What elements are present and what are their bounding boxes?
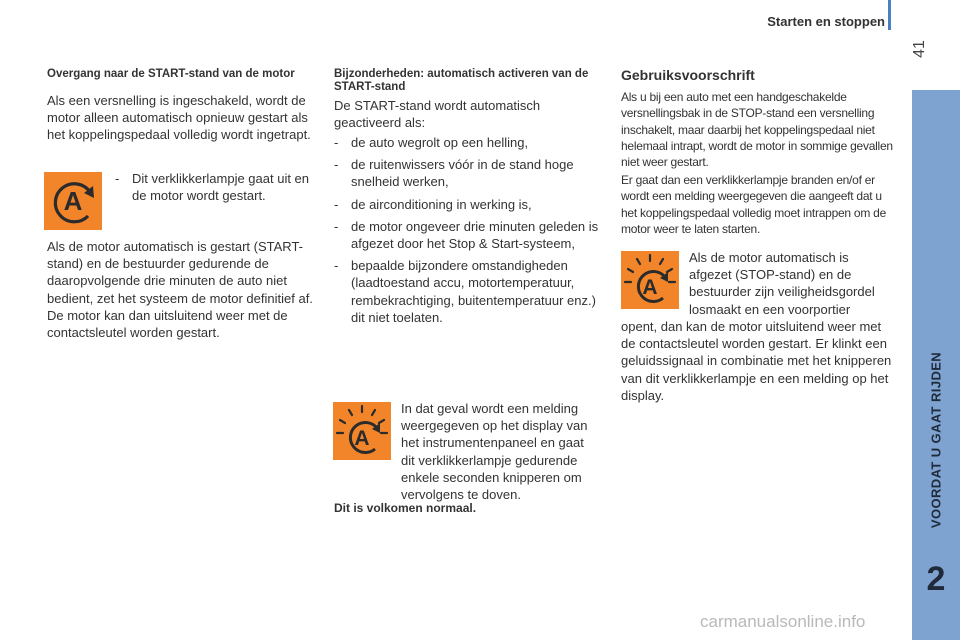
list-item (334, 196, 604, 213)
bullet-dash: - (115, 171, 120, 186)
list-item-text: de ruitenwissers vóór in de stand hoge snelheid werken, (351, 157, 574, 190)
col1-paragraph-2: Als de motor automatisch is gestart (START-stand) en de bestuurder gedurende de daaropvolgende drie minuten de auto niet bedient, zet het systeem de motor definitief af. De motor kan dan uitsluitend weer met de contactsleutel worden gestart. (47, 239, 313, 341)
col3-paragraph-3a: Als de motor automatisch is afgezet (STOP-stand) en de bestuurder zijn veiligheidsgordel losmaakt en een voorportier (689, 250, 875, 317)
list-item-text: de motor ongeveer drie minuten geleden is afgezet door het Stop & Start-systeem, (351, 218, 599, 252)
auto-start-lamp-icon (44, 172, 102, 230)
col3-paragraph-3b: opent, dan kan de motor uitsluitend weer met de contactsleutel worden gestart. Er klinkt een geluidssignaal in combinatie met het knipperen van dit verklikkerlampje en een melding op het display. (621, 319, 892, 403)
auto-start-flash-lamp-icon (333, 402, 391, 460)
list-item (334, 156, 604, 190)
bullet-dash: - (334, 258, 339, 274)
list-item-text: de auto wegrolt op een helling, (351, 135, 529, 150)
col1-bullet (115, 170, 313, 204)
chapter-label (912, 330, 960, 550)
header-accent-line (888, 0, 891, 30)
bullet-dash: - (334, 196, 339, 212)
list-item (334, 218, 604, 252)
bullet-dash: - (334, 218, 339, 234)
bullet-text: Dit verklikkerlampje gaat uit en de motor wordt gestart. (132, 171, 310, 204)
list-item (334, 257, 604, 326)
bullet-dash: - (334, 135, 339, 150)
svg-text:A: A (63, 186, 83, 216)
col2-closing: Dit is volkomen normaal. (334, 501, 477, 515)
col2-bullet-list (334, 134, 604, 331)
col1-paragraph-1: Als een versnelling is ingeschakeld, wordt de motor alleen automatisch opnieuw gestart als het koppelingspedaal volledig wordt ingetrapt. (47, 93, 311, 143)
col2-lamp-text: In dat geval wordt een melding weergegeven op het display van het instrumentenpaneel en gaat dit verklikkerlampje gedurende enkele seconden knipperen om vervolgens te doven. (401, 401, 588, 503)
page-number: 41 (911, 40, 928, 58)
bullet-dash: - (334, 157, 339, 173)
page-header-title: Starten en stoppen (767, 14, 885, 29)
col2-heading: Bijzonderheden: automatisch activeren van de START-stand (334, 68, 589, 93)
col2-intro: De START-stand wordt automatisch geactiveerd als: (334, 98, 541, 131)
col3-paragraph-1: Als u bij een auto met een handgeschakelde versnellingsbak in de STOP-stand een versnelling inschakelt, maar daarbij het koppelingspedaal niet helemaal intrapt, wordt de motor in sommige gevallen niet weer gestart. (621, 90, 893, 170)
col3-paragraph-2: Er gaat dan een verklikkerlampje branden en/of er wordt een melding weergegeven die aangeeft dat u het koppelingspedaal volledig moet intrappen om de motor weer te laten starten. (621, 173, 887, 236)
chapter-label-text: VOORDAT U GAAT RIJDEN (928, 351, 944, 529)
col3-heading: Gebruiksvoorschrift (621, 67, 755, 83)
col1-heading: Overgang naar de START-stand van de motor (47, 68, 295, 80)
watermark: carmanualsonline.info (700, 612, 866, 631)
list-item-text: de airconditioning in werking is, (351, 196, 532, 212)
svg-text:A: A (642, 276, 658, 299)
chapter-number: 2 (926, 560, 946, 598)
list-item (334, 134, 604, 151)
svg-text:A: A (354, 427, 370, 450)
auto-start-lamp-icon (621, 251, 679, 309)
list-item-text: bepaalde bijzondere omstandigheden (laadtoestand accu, motortemperatuur, rembekrachtiging, buitentemperatuur enz.) dit niet toelaten. (351, 258, 596, 325)
